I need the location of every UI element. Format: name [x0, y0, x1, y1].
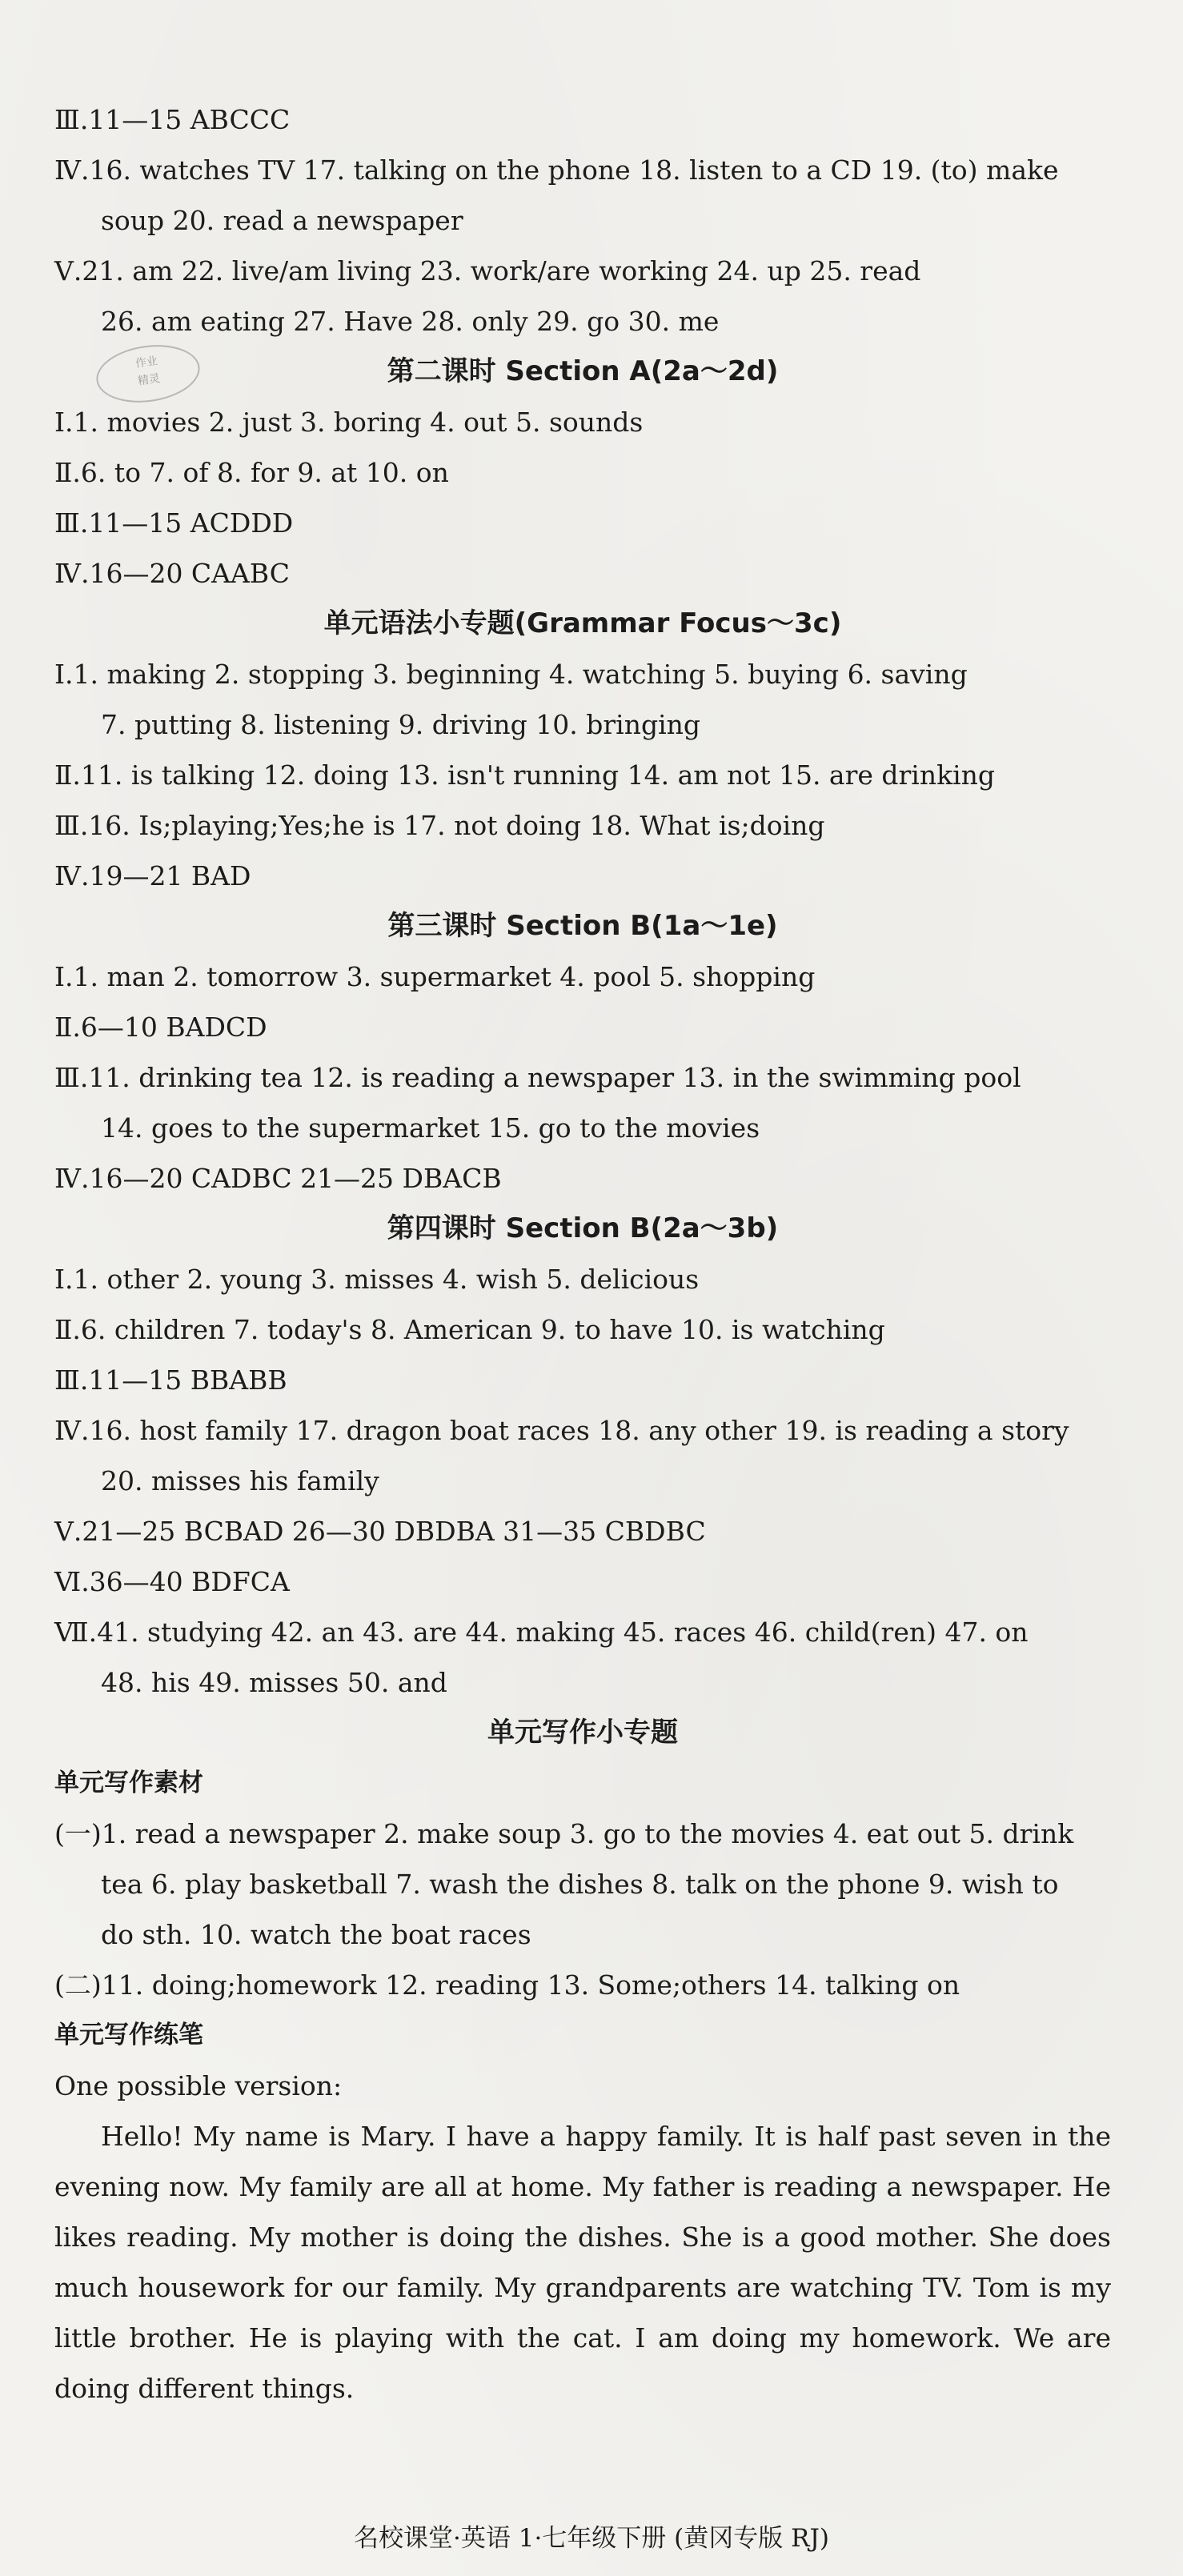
answer-line: 14. goes to the supermarket 15. go to the movies	[101, 1112, 760, 1144]
answer-line: Ⅴ.21. am 22. live/am living 23. work/are working 24. up 25. read	[54, 255, 921, 286]
answer-line: Ⅲ.11—15 ACDDD	[54, 507, 294, 539]
answer-line: Ⅱ.6—10 BADCD	[54, 1012, 267, 1043]
possible-version-label: One possible version:	[54, 2070, 343, 2101]
section-heading: 第三课时 Section B(1a～1e)	[387, 910, 778, 942]
answer-line: 26. am eating 27. Have 28. only 29. go 30. me	[101, 306, 720, 337]
answer-line: 48. his 49. misses 50. and	[101, 1667, 447, 1698]
answer-line: Ⅶ.41. studying 42. an 43. are 44. making 45. races 46. child(ren) 47. on	[54, 1617, 1029, 1648]
answer-line: Ⅰ.1. making 2. stopping 3. beginning 4. watching 5. buying 6. saving	[54, 659, 968, 690]
answer-line: Ⅱ.6. children 7. today's 8. American 9. to have 10. is watching	[54, 1314, 885, 1345]
page-footer: 名校课堂·英语 1·七年级下册 (黄冈专版 RJ)	[354, 2524, 829, 2553]
section-heading: 单元写作小专题	[487, 1717, 678, 1749]
answer-line: Ⅳ.16. host family 17. dragon boat races 18. any other 19. is reading a story	[54, 1415, 1069, 1446]
answer-line: Ⅲ.11—15 BBABB	[54, 1364, 287, 1396]
answer-line: Ⅳ.16. watches TV 17. talking on the phone 18. listen to a CD 19. (to) make	[54, 154, 1059, 186]
answer-line: Ⅲ.11—15 ABCCC	[54, 104, 291, 135]
answer-line: Ⅳ.16—20 CADBC 21—25 DBACB	[54, 1163, 502, 1194]
stamp-mark: 作业 精灵	[93, 339, 203, 408]
answer-line: Ⅱ.6. to 7. of 8. for 9. at 10. on	[54, 457, 449, 488]
answer-line: Ⅰ.1. man 2. tomorrow 3. supermarket 4. pool 5. shopping	[54, 961, 816, 992]
essay-text: Hello! My name is Mary. I have a happy family. It is half past seven in the evening now. My family are all at home. My father is reading a newspaper. He likes reading. My mother is doing the dishes. She is a good mother. She does much housework for our family. My grandparents are watching TV. Tom is my little brother. He is playing with the cat. I am doing my homework. We are doing different things.	[54, 2121, 1111, 2404]
answer-line: Ⅳ.19—21 BAD	[54, 860, 251, 891]
answer-line: Ⅱ.11. is talking 12. doing 13. isn't running 14. am not 15. are drinking	[54, 759, 996, 791]
answer-line: Ⅳ.16—20 CAABC	[54, 558, 290, 589]
answer-line: Ⅵ.36—40 BDFCA	[54, 1566, 290, 1597]
section-heading: 单元语法小专题(Grammar Focus～3c)	[323, 607, 842, 639]
answer-line: (二)11. doing;homework 12. reading 13. Some;others 14. talking on	[54, 1969, 960, 2001]
answer-line: 20. misses his family	[101, 1465, 379, 1496]
answer-line: Ⅰ.1. movies 2. just 3. boring 4. out 5. sounds	[54, 407, 644, 438]
answer-line: soup 20. read a newspaper	[101, 205, 463, 236]
answer-line: (一)1. read a newspaper 2. make soup 3. go to the movies 4. eat out 5. drink	[54, 1818, 1074, 1849]
answer-line: tea 6. play basketball 7. wash the dishes 8. talk on the phone 9. wish to	[101, 1869, 1059, 1900]
section-heading: 第四课时 Section B(2a～3b)	[387, 1212, 779, 1244]
subsection-heading: 单元写作练笔	[54, 2021, 203, 2049]
answer-line: Ⅲ.16. Is;playing;Yes;he is 17. not doing 18. What is;doing	[54, 810, 825, 841]
subsection-heading: 单元写作素材	[54, 1769, 203, 1797]
answer-line: Ⅲ.11. drinking tea 12. is reading a newspaper 13. in the swimming pool	[54, 1062, 1021, 1093]
answer-line: do sth. 10. watch the boat races	[101, 1919, 531, 1950]
answer-line: Ⅰ.1. other 2. young 3. misses 4. wish 5. delicious	[54, 1264, 700, 1295]
answer-line: 7. putting 8. listening 9. driving 10. bringing	[101, 709, 701, 740]
section-heading: 第二课时 Section A(2a～2d)	[387, 355, 779, 387]
answer-line: Ⅴ.21—25 BCBAD 26—30 DBDBA 31—35 CBDBC	[54, 1516, 706, 1547]
